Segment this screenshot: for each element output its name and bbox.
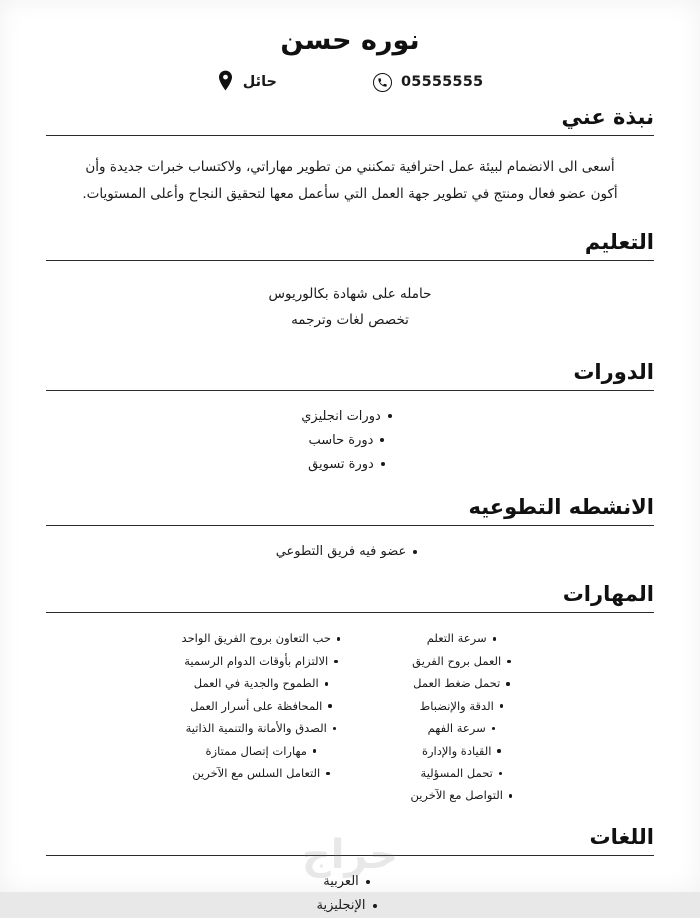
education-line: حامله على شهادة بكالوريوس	[268, 286, 432, 303]
skill-item	[410, 740, 518, 762]
skill-label: الصدق والأمانة والتنمية الذاتية	[185, 721, 327, 736]
divider	[46, 525, 654, 526]
skills-column-left	[410, 627, 518, 806]
bullet-dot-icon	[507, 660, 511, 664]
skill-label: العمل بروح الفريق	[412, 653, 502, 668]
skill-label: مهارات إتصال ممتازة	[205, 743, 307, 758]
list-item	[46, 894, 654, 918]
bullet-dot-icon	[366, 880, 370, 884]
education-line: تخصص لغات وترجمه	[291, 312, 409, 329]
section-languages	[46, 825, 654, 918]
skill-item	[410, 695, 518, 717]
phone-number: 05555555	[400, 74, 484, 91]
skill-label: تحمل ضغط العمل	[413, 676, 501, 691]
bullet-dot-icon	[413, 550, 417, 554]
bullet-dot-icon	[499, 772, 503, 776]
skills-column-right	[182, 627, 347, 806]
volunteer-list	[46, 540, 654, 564]
courses-list	[46, 405, 654, 477]
bullet-dot-icon	[492, 727, 496, 731]
bullet-dot-icon	[337, 637, 341, 641]
list-item-label: عضو فيه فريق التطوعي	[275, 544, 407, 560]
bullet-dot-icon	[388, 414, 392, 418]
list-item	[46, 540, 654, 564]
page-title: نوره حسن	[280, 25, 420, 56]
skill-label: حب التعاون بروح الفريق الواحد	[181, 631, 331, 646]
skill-label: سرعة التعلم	[426, 631, 487, 646]
divider	[46, 390, 654, 391]
bullet-dot-icon	[326, 772, 330, 776]
bullet-dot-icon	[506, 682, 510, 686]
bullet-dot-icon	[313, 749, 317, 753]
divider	[46, 135, 654, 136]
divider	[46, 612, 654, 613]
contact-location	[217, 70, 277, 95]
skill-label: التعامل السلس مع الآخرين	[192, 765, 321, 780]
list-item-label: دورات انجليزي	[301, 408, 381, 424]
bullet-dot-icon	[333, 727, 337, 731]
skill-label: تحمل المسؤلية	[420, 765, 493, 780]
section-title-skills: المهارات	[562, 582, 654, 607]
skill-item	[182, 650, 347, 672]
divider	[46, 855, 654, 856]
skill-label: التواصل مع الآخرين	[410, 788, 503, 803]
bullet-dot-icon	[381, 462, 385, 466]
contact-phone	[373, 73, 483, 92]
list-item	[46, 405, 654, 429]
list-item	[46, 453, 654, 477]
skill-item	[410, 717, 518, 739]
phone-icon	[373, 73, 392, 92]
bullet-dot-icon	[328, 704, 332, 708]
section-education	[46, 230, 654, 334]
list-item	[46, 870, 654, 894]
skill-label: القيادة والإدارة	[421, 743, 492, 758]
section-title-languages: اللغات	[589, 824, 654, 849]
skill-item	[182, 717, 347, 739]
bullet-dot-icon	[493, 637, 497, 641]
bullet-dot-icon	[497, 749, 501, 753]
skill-item	[182, 740, 347, 762]
bullet-dot-icon	[334, 660, 338, 664]
contact-row	[46, 70, 654, 95]
svg-text:حراج: حراج	[301, 832, 399, 878]
list-item-label: دورة تسويق	[308, 456, 374, 472]
skill-item	[182, 627, 347, 649]
skill-item	[410, 672, 518, 694]
section-title-about: نبذة عني	[561, 104, 654, 129]
bullet-dot-icon	[380, 438, 384, 442]
skills-columns	[46, 627, 654, 806]
skill-item	[182, 672, 347, 694]
bullet-dot-icon	[373, 904, 377, 908]
skill-label: الطموح والجدية في العمل	[193, 676, 319, 691]
skill-label: سرعة الفهم	[427, 721, 486, 736]
list-item-label: الإنجليزية	[316, 898, 366, 914]
bullet-dot-icon	[509, 794, 513, 798]
skill-label: المحافظة على أسرار العمل	[190, 698, 323, 713]
section-volunteer	[46, 495, 654, 564]
skill-label: الدقة والإنضباط	[419, 698, 494, 713]
section-about	[46, 105, 654, 208]
section-title-volunteer: الانشطه التطوعيه	[468, 495, 654, 520]
skill-label: الالتزام بأوقات الدوام الرسمية	[184, 653, 329, 668]
skill-item	[410, 762, 518, 784]
city-name: حائل	[242, 74, 277, 91]
section-courses	[46, 360, 654, 477]
divider	[46, 260, 654, 261]
list-item	[46, 429, 654, 453]
skill-item	[182, 762, 347, 784]
skill-item	[410, 784, 518, 806]
languages-list	[46, 870, 654, 918]
list-item-label: العربية	[323, 874, 359, 889]
skill-item	[410, 627, 518, 649]
section-skills	[46, 582, 654, 807]
skill-item	[182, 695, 347, 717]
bullet-dot-icon	[325, 682, 329, 686]
section-title-education: التعليم	[584, 229, 654, 254]
location-pin-icon	[217, 70, 234, 95]
section-title-courses: الدورات	[573, 359, 654, 384]
list-item-label: دورة حاسب	[308, 432, 374, 448]
bullet-dot-icon	[500, 704, 504, 708]
about-text: أسعى الى الانضمام لبيئة عمل احترافية تمكنني من تطوير مهاراتي، ولاكتساب خبرات جديدة وأن أكون عضو فعال ومنتج في تطوير جهة العمل التي سأعمل معها لتحقيق النجاح وأعلى المستويات.	[82, 158, 618, 202]
skill-item	[410, 650, 518, 672]
education-block	[46, 281, 654, 334]
